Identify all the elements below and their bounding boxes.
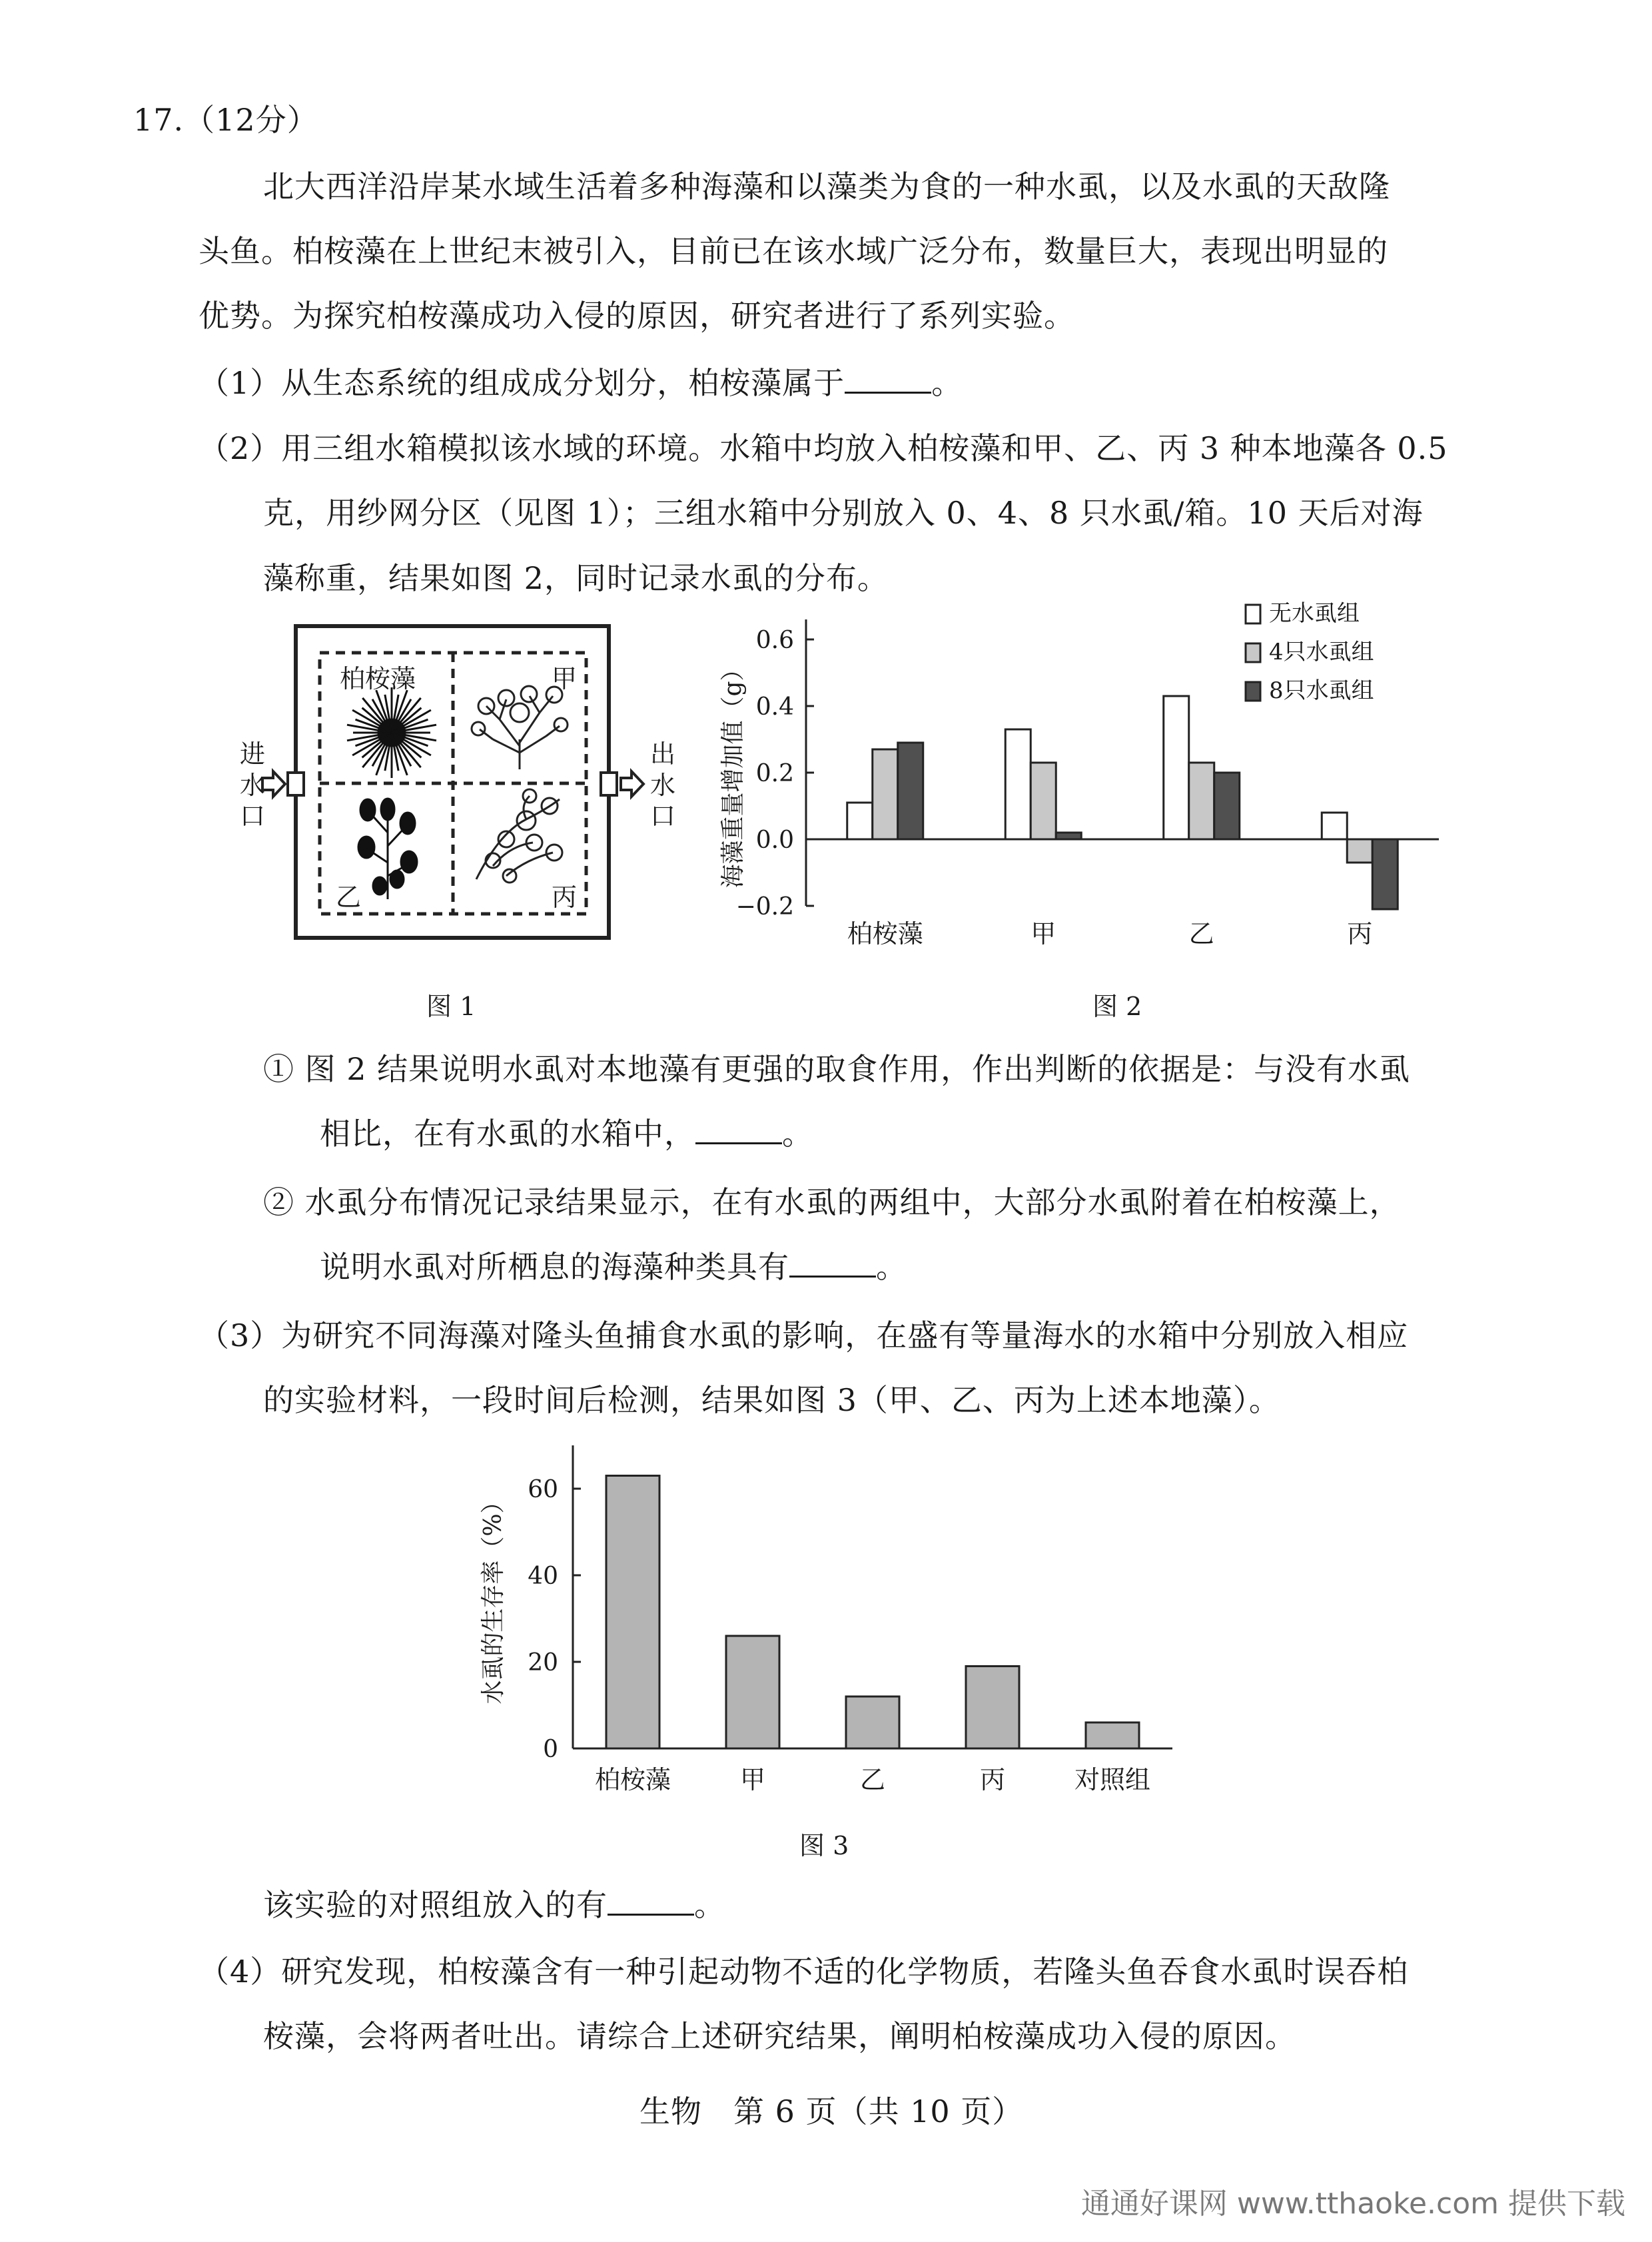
x-category-label: 丙 xyxy=(979,1765,1006,1794)
bar xyxy=(846,1696,899,1748)
inlet-arrow-icon xyxy=(262,771,285,797)
x-category-label: 乙 xyxy=(1188,919,1214,948)
inlet-pipe xyxy=(288,773,304,795)
bar xyxy=(1347,839,1372,863)
q2-line-3: 藻称重，结果如图 2，同时记录水虱的分布。 xyxy=(263,560,889,596)
legend-swatch xyxy=(1246,682,1260,701)
bar xyxy=(726,1636,779,1748)
x-category-label: 丙 xyxy=(1347,919,1373,948)
q2-line-1: （2）用三组水箱模拟该水域的环境。水箱中均放入柏桉藻和甲、乙、丙 3 种本地藻各 0.5 xyxy=(199,430,1448,466)
question-number: 17.（12分） xyxy=(133,102,318,138)
bar xyxy=(966,1667,1019,1749)
intro-line-1: 北大西洋沿岸某水域生活着多种海藻和以藻类为食的一种水虱，以及水虱的天敌隆 xyxy=(263,169,1390,204)
outlet-pipe xyxy=(601,773,617,795)
sub1-end: 。 xyxy=(782,1116,813,1152)
answer-blank-3[interactable] xyxy=(789,1249,876,1278)
bar xyxy=(873,749,898,839)
q1-line xyxy=(199,363,963,403)
intro-line-2: 头鱼。柏桉藻在上世纪末被引入，目前已在该水域广泛分布，数量巨大，表现出明显的 xyxy=(199,233,1388,269)
y-tick-label: 0.2 xyxy=(755,760,794,787)
q4-line-2: 桉藻，会将两者吐出。请综合上述研究结果，阐明柏桉藻成功入侵的原因。 xyxy=(263,2018,1296,2054)
answer-blank-1[interactable] xyxy=(845,365,931,394)
inlet-char-2: 水 xyxy=(240,771,266,800)
x-category-label: 乙 xyxy=(859,1765,886,1794)
legend-label: 4只水虱组 xyxy=(1269,639,1374,665)
q3-after-text: 该实验的对照组放入的有 xyxy=(263,1887,608,1923)
legend-swatch xyxy=(1246,605,1260,623)
q2-line-2: 克，用纱网分区（见图 1）；三组水箱中分别放入 0、4、8 只水虱/箱。10 天后对海 xyxy=(263,495,1424,531)
intro-line-3: 优势。为探究柏桉藻成功入侵的原因，研究者进行了系列实验。 xyxy=(199,298,1075,334)
sub2-line-2 xyxy=(320,1247,907,1287)
y-tick-label: 0.4 xyxy=(755,693,794,721)
x-category-label: 甲 xyxy=(1031,919,1056,948)
bar xyxy=(1372,839,1398,909)
x-category-label: 柏桉藻 xyxy=(594,1765,671,1794)
figure-1-caption: 图 1 xyxy=(426,992,476,1021)
q4-line-1: （4）研究发现，柏桉藻含有一种引起动物不适的化学物质，若隆头鱼吞食水虱时误吞柏 xyxy=(199,1954,1409,1990)
bar xyxy=(1056,833,1081,839)
y-tick-label: 0 xyxy=(543,1736,558,1763)
bar xyxy=(898,743,923,839)
figure-3-caption: 图 3 xyxy=(799,1831,849,1860)
figure-2-chart xyxy=(706,599,1492,975)
q1-end: 。 xyxy=(931,365,963,401)
answer-blank-4[interactable] xyxy=(608,1887,694,1916)
bar xyxy=(1005,729,1031,839)
sub1-line-2 xyxy=(320,1114,813,1154)
watermark: 通通好课网 www.tthaoke.com 提供下载 xyxy=(1080,2187,1625,2221)
figure-1 xyxy=(213,613,693,962)
bar xyxy=(1164,696,1189,839)
y-axis-label: 海藻重量增加值（g） xyxy=(719,657,747,889)
q3-after-line xyxy=(263,1885,725,1925)
outlet-char-3: 口 xyxy=(650,801,676,831)
answer-blank-2[interactable] xyxy=(695,1116,782,1144)
inlet-char-1: 进 xyxy=(240,739,266,769)
outlet-char-1: 出 xyxy=(650,739,676,769)
legend-swatch xyxy=(1246,643,1260,662)
legend-label: 无水虱组 xyxy=(1269,600,1360,627)
y-axis-label: 水虱的生存率（%） xyxy=(480,1489,507,1704)
bar xyxy=(1086,1722,1139,1748)
region-label-bl: 乙 xyxy=(336,883,362,912)
q1-text: （1）从生态系统的组成成分划分，柏桉藻属于 xyxy=(199,365,845,401)
q3-line-2: 的实验材料，一段时间后检测，结果如图 3（甲、乙、丙为上述本地藻）。 xyxy=(263,1382,1280,1418)
y-tick-label: 60 xyxy=(528,1476,558,1503)
sub2-line-1: ② 水虱分布情况记录结果显示，在有水虱的两组中，大部分水虱附着在柏桉藻上， xyxy=(263,1184,1401,1220)
sub1-text: 相比，在有水虱的水箱中， xyxy=(320,1116,695,1152)
x-category-label: 甲 xyxy=(739,1765,766,1794)
page-footer: 生物 第 6 页（共 10 页） xyxy=(639,2093,1024,2129)
outlet-char-2: 水 xyxy=(650,771,676,800)
region-label-tl: 柏桉藻 xyxy=(340,664,416,693)
region-label-tr: 甲 xyxy=(552,664,578,693)
figure-2-caption: 图 2 xyxy=(1092,992,1142,1021)
q3-after-end: 。 xyxy=(694,1887,725,1923)
inlet-char-3: 口 xyxy=(240,801,266,831)
bar xyxy=(1214,773,1240,839)
x-category-label: 对照组 xyxy=(1074,1765,1151,1794)
legend-label: 8只水虱组 xyxy=(1269,677,1374,704)
region-label-br: 丙 xyxy=(552,883,578,912)
bar xyxy=(847,803,873,839)
y-tick-label: −0.2 xyxy=(735,893,794,921)
y-tick-label: 0.6 xyxy=(755,627,794,654)
bar xyxy=(1031,763,1056,839)
bar xyxy=(606,1476,659,1749)
bar xyxy=(1322,813,1347,839)
y-tick-label: 40 xyxy=(528,1563,558,1590)
bar xyxy=(1189,763,1214,839)
sub2-text: 说明水虱对所栖息的海藻种类具有 xyxy=(320,1249,789,1285)
q3-line-1: （3）为研究不同海藻对隆头鱼捕食水虱的影响，在盛有等量海水的水箱中分别放入相应 xyxy=(199,1317,1409,1353)
y-tick-label: 0.0 xyxy=(755,827,794,854)
sub1-line-1: ① 图 2 结果说明水虱对本地藻有更强的取食作用，作出判断的依据是：与没有水虱 xyxy=(263,1051,1411,1087)
x-category-label: 柏桉藻 xyxy=(847,919,923,948)
y-tick-label: 20 xyxy=(528,1649,558,1677)
figure-3-chart xyxy=(466,1432,1199,1821)
outlet-arrow-icon xyxy=(621,771,643,797)
sub2-end: 。 xyxy=(876,1249,907,1285)
